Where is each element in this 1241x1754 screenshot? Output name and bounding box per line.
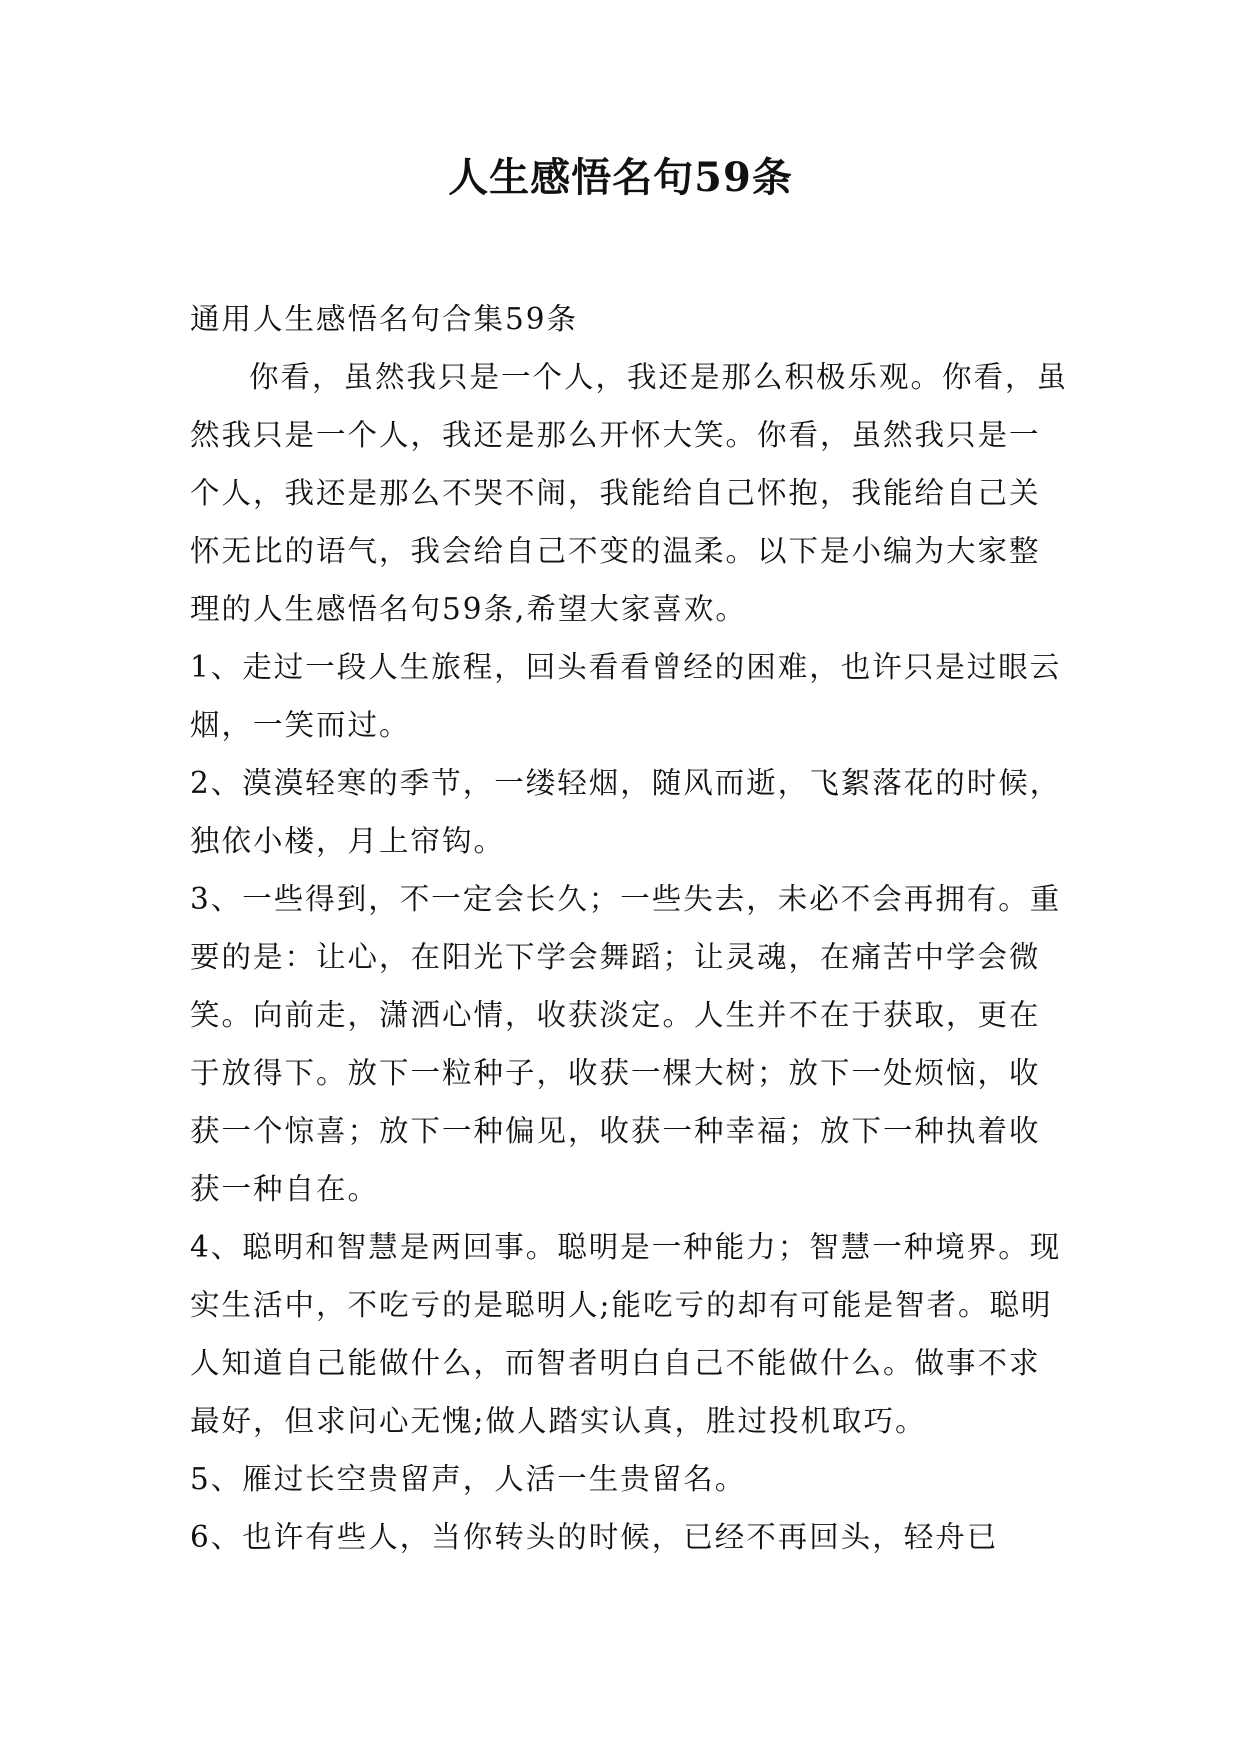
- quote-item-1: 1、走过一段人生旅程，回头看看曾经的困难，也许只是过眼云烟，一笑而过。: [190, 650, 1062, 742]
- quote-item-6: 6、也许有些人，当你转头的时候，已经不再回头，轻舟已: [190, 1520, 999, 1554]
- intro-paragraph: 你看，虽然我只是一个人，我还是那么积极乐观。你看，虽然我只是一个人，我还是那么开怀大笑。你看，虽然我只是一个人，我还是那么不哭不闹，我能给自己怀抱，我能给自己关怀无比的语气，我会给自己不变的温柔。以下是小编为大家整理的人生感悟名句59条,希望大家喜欢。: [190, 360, 1069, 626]
- document-body: [190, 290, 1070, 1566]
- quote-item-5: 5、雁过长空贵留声，人活一生贵留名。: [190, 1462, 747, 1496]
- quote-item-2: 2、漠漠轻寒的季节，一缕轻烟，随风而逝，飞絮落花的时候，独依小楼，月上帘钩。: [190, 766, 1062, 858]
- document-subtitle: 通用人生感悟名句合集59条: [190, 302, 579, 336]
- quote-item-3: 3、一些得到，不一定会长久；一些失去，未必不会再拥有。重要的是：让心，在阳光下学会舞蹈；让灵魂，在痛苦中学会微笑。向前走，潇洒心情，收获淡定。人生并不在于获取，更在于放得下。放下一粒种子，收获一棵大树；放下一处烦恼，收获一个惊喜；放下一种偏见，收获一种幸福；放下一种执着收获一种自在。: [190, 882, 1062, 1206]
- document-title: 人生感悟名句59条: [448, 154, 793, 201]
- quote-item-4: 4、聪明和智慧是两回事。聪明是一种能力；智慧一种境界。现实生活中，不吃亏的是聪明人;能吃亏的却有可能是智者。聪明人知道自己能做什么，而智者明白自己不能做什么。做事不求最好，但求问心无愧;做人踏实认真，胜过投机取巧。: [190, 1230, 1062, 1438]
